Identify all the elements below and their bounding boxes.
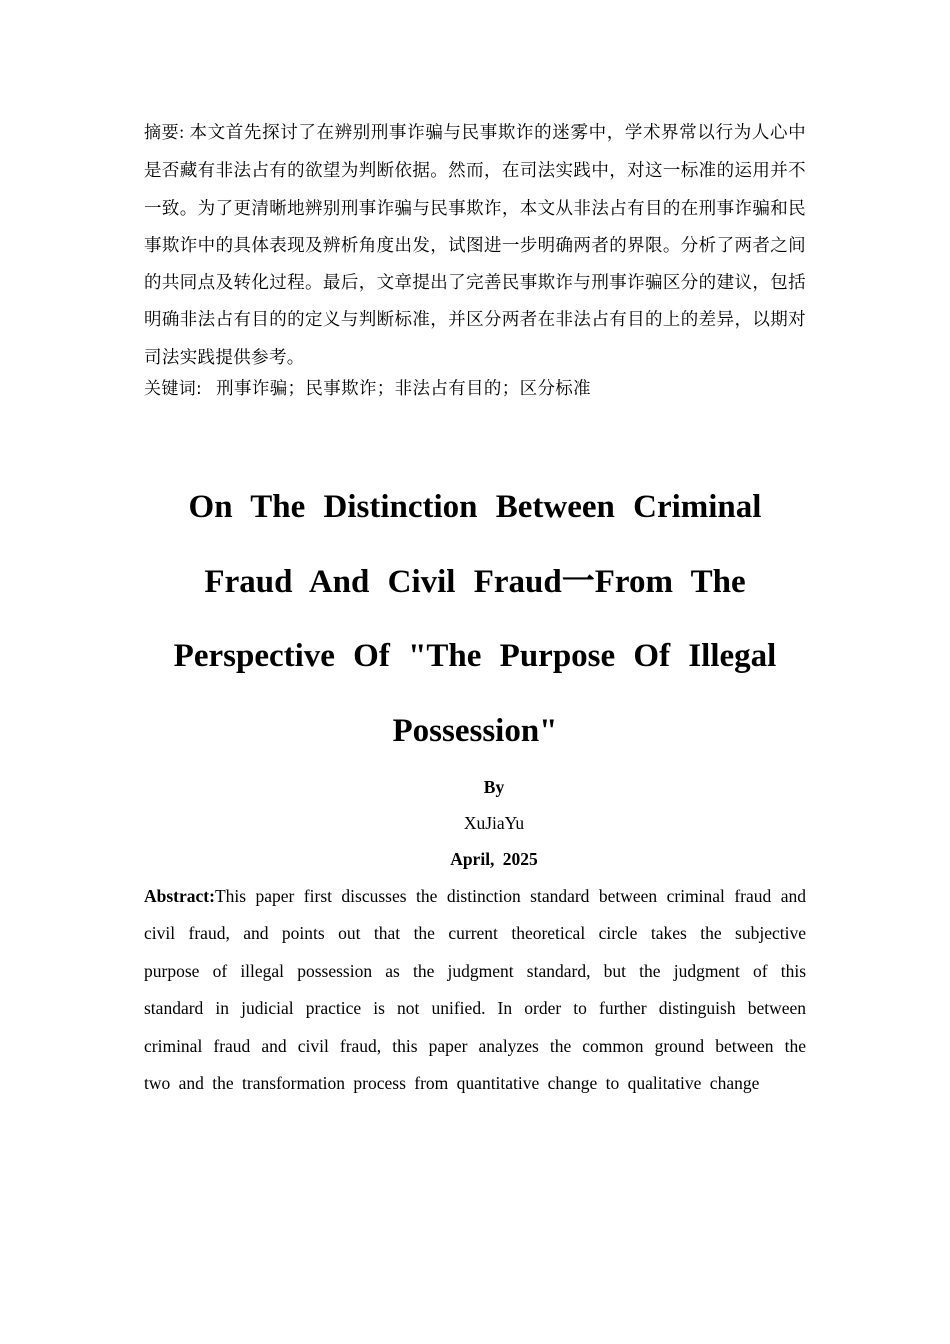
- chinese-keywords-text: 刑事诈骗；民事欺诈；非法占有目的；区分标准: [216, 378, 591, 398]
- english-abstract: [144, 878, 806, 1102]
- chinese-abstract-text: 本文首先探讨了在辨别刑事诈骗与民事欺诈的迷雾中，学术界常以行为人心中是否藏有非法占有的欲望为判断依据。然而，在司法实践中，对这一标准的运用并不一致。为了更清晰地辨别刑事诈骗与民事欺诈，本文从非法占有目的在刑事诈骗和民事欺诈中的具体表现及辨析角度出发，试图进一步明确两者的界限。分析了两者之间的共同点及转化过程。最后，文章提出了完善民事欺诈与刑事诈骗区分的建议，包括明确非法占有目的的定义与判断标准，并区分两者在非法占有目的上的差异，以期对司法实践提供参考。: [144, 122, 806, 367]
- chinese-keywords-label: 关键词:: [144, 379, 203, 399]
- chinese-abstract-label: 摘要: [144, 123, 180, 143]
- english-title: On The Distinction Between Criminal Fraud And Civil Fraud一From The Perspective Of "The Purpose Of Illegal Possession": [173, 489, 777, 749]
- author-name: XuJiaYu: [463, 813, 525, 833]
- paper-page: [144, 0, 806, 1344]
- english-abstract-label: Abstract:: [144, 886, 215, 906]
- publication-date: April, 2025: [450, 849, 538, 869]
- by-label: By: [483, 777, 505, 797]
- chinese-keywords: [144, 370, 806, 408]
- chinese-abstract: [144, 114, 806, 376]
- english-abstract-text: This paper first discusses the distinction standard between criminal fraud and civil fraud, and points out that the current theoretical circle takes the subjective purpose of illegal possession as the judgment standard, but the judgment of this standard in judicial practice is not unified. In order to further distinguish between criminal fraud and civil fraud, this paper analyzes the common ground between the two and the transformation process from quantitative change to qualitative change: [144, 886, 806, 1094]
- chinese-abstract-separator: :: [179, 122, 185, 142]
